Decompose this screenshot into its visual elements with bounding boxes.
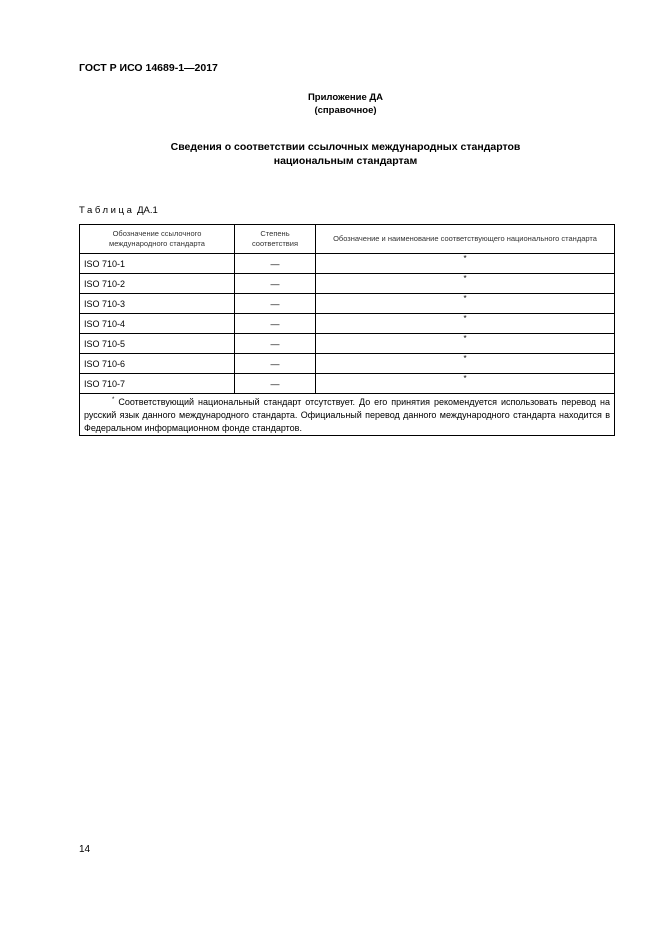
footnote-mark: *: [112, 397, 115, 403]
cell-degree: —: [235, 294, 316, 314]
cell-degree: —: [235, 254, 316, 274]
table-row: [80, 354, 615, 374]
header-national-standard: Обозначение и наименование соответствующего национального стандарта: [316, 225, 615, 254]
cell-degree: —: [235, 314, 316, 334]
cell-national: *: [316, 314, 615, 334]
cell-standard: ISO 710-2: [80, 274, 235, 294]
cell-degree: —: [235, 374, 316, 394]
header-degree: Степень соответствия: [235, 225, 316, 254]
standards-table: [79, 224, 615, 436]
cell-national: *: [316, 334, 615, 354]
appendix-heading: [0, 91, 661, 117]
cell-national: *: [316, 294, 615, 314]
cell-standard: ISO 710-3: [80, 294, 235, 314]
cell-degree: —: [235, 334, 316, 354]
cell-standard: ISO 710-6: [80, 354, 235, 374]
appendix-subtitle: (справочное): [314, 105, 377, 116]
section-title: [0, 140, 661, 168]
table-footnote-row: [80, 394, 615, 436]
cell-standard: ISO 710-5: [80, 334, 235, 354]
table-row: [80, 254, 615, 274]
table-row: [80, 294, 615, 314]
table-caption-word: Таблица: [79, 205, 135, 216]
cell-national: *: [316, 254, 615, 274]
cell-standard: ISO 710-7: [80, 374, 235, 394]
table-row: [80, 334, 615, 354]
section-title-line-1: Сведения о соответствии ссылочных международных стандартов: [170, 141, 521, 153]
document-id: ГОСТ Р ИСО 14689-1—2017: [79, 62, 218, 74]
cell-degree: —: [235, 274, 316, 294]
table-header-row: [80, 225, 615, 254]
footnote-text: Соответствующий национальный стандарт отсутствует. До его принятия рекомендуется использовать перевод на русский язык данного международного стандарта. Официальный перевод данного международного стандарта находится в Федеральном информационном фонде стандартов.: [84, 397, 610, 433]
header-international-standard: Обозначение ссылочного международного стандарта: [80, 225, 235, 254]
page-number: 14: [79, 844, 91, 855]
cell-degree: —: [235, 354, 316, 374]
cell-national: *: [316, 274, 615, 294]
table-row: [80, 374, 615, 394]
table-caption-number: ДА.1: [137, 205, 158, 216]
section-title-line-2: национальным стандартам: [273, 155, 418, 167]
table-footnote: [80, 394, 615, 436]
cell-national: *: [316, 354, 615, 374]
cell-standard: ISO 710-1: [80, 254, 235, 274]
cell-standard: ISO 710-4: [80, 314, 235, 334]
appendix-title: Приложение ДА: [307, 92, 384, 103]
cell-national: *: [316, 374, 615, 394]
table-caption: [79, 205, 158, 216]
table-row: [80, 314, 615, 334]
table-row: [80, 274, 615, 294]
